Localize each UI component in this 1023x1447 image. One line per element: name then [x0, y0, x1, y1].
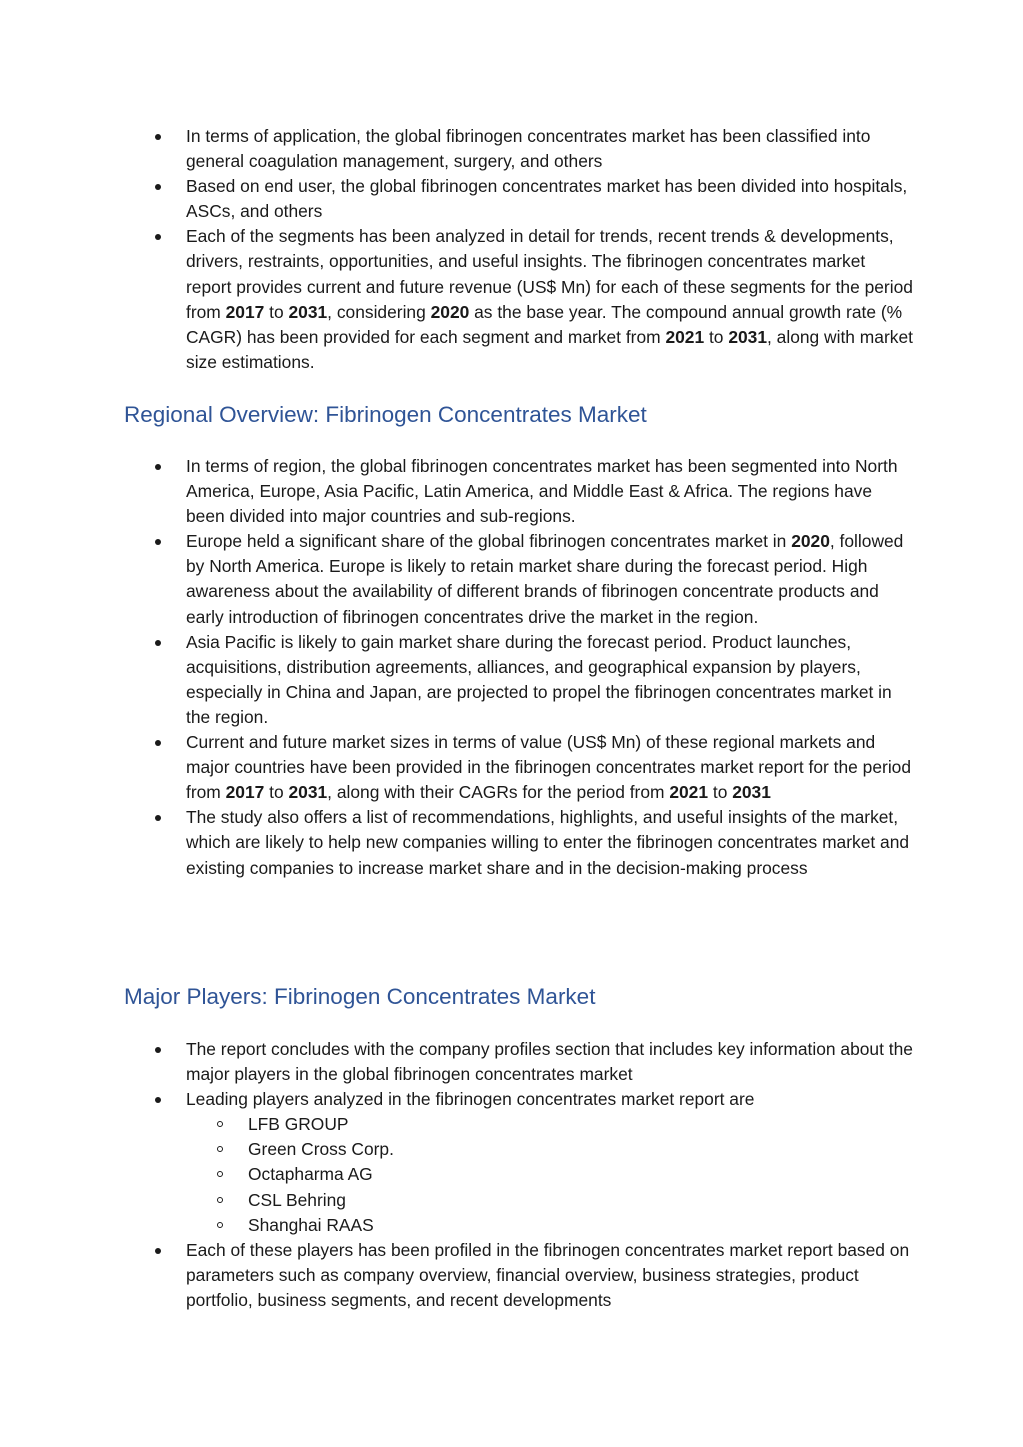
player-item: LFB GROUP	[124, 1112, 914, 1137]
bullet-icon	[155, 815, 161, 821]
player-item: Green Cross Corp.	[124, 1137, 914, 1162]
cagr-start-year: 2021	[669, 782, 709, 803]
list-item: Leading players analyzed in the fibrinogen concentrates market report are LFB GROUP Green Cross Corp. Octapharma AG CSL Behring Shanghai RAAS	[124, 1087, 914, 1238]
list-item: The report concludes with the company profiles section that includes key information about the major players in the global fibrinogen concentrates market	[124, 1037, 914, 1087]
segment-bullet-list	[124, 124, 914, 375]
bullet-icon	[155, 640, 161, 646]
list-item: Each of the segments has been analyzed in detail for trends, recent trends & developments, drivers, restraints, opportunities, and useful insights. The fibrinogen concentrates market report provides current and future revenue (US$ Mn) for each of these segments for the period from 2017 to 2031, considering 2020 as the base year. The compound annual growth rate (% CAGR) has been provided for each segment and market from 2021 to 2031, along with market size estimations.	[124, 224, 914, 375]
bullet-icon	[155, 1248, 161, 1254]
bullet-icon	[155, 234, 161, 240]
list-item: In terms of region, the global fibrinogen concentrates market has been segmented into North America, Europe, Asia Pacific, Latin America, and Middle East & Africa. The regions have been divided into major countries and sub-regions.	[124, 454, 914, 529]
bullet-icon	[155, 740, 161, 746]
players-section	[124, 1037, 914, 1313]
bullet-icon	[155, 464, 161, 470]
year-end: 2031	[288, 782, 328, 803]
player-item: Octapharma AG	[124, 1162, 914, 1187]
bullet-icon	[155, 134, 161, 140]
list-item: In terms of application, the global fibrinogen concentrates market has been classified into general coagulation management, surgery, and others	[124, 124, 914, 174]
circle-bullet-icon	[217, 1222, 223, 1228]
bullet-icon	[155, 1097, 161, 1103]
list-item: Asia Pacific is likely to gain market share during the forecast period. Product launches, acquisitions, distribution agreements, alliances, and geographical expansion by players, especially in China and Japan, are projected to propel the fibrinogen concentrates market in the region.	[124, 630, 914, 730]
cagr-end-year: 2031	[728, 326, 767, 347]
circle-bullet-icon	[217, 1197, 223, 1203]
year-start: 2017	[225, 301, 265, 322]
list-item: The study also offers a list of recommendations, highlights, and useful insights of the market, which are likely to help new companies willing to enter the fibrinogen concentrates market and existing companies to increase market share and in the decision-making process	[124, 805, 914, 880]
regional-overview-heading: Regional Overview: Fibrinogen Concentrates Market	[124, 402, 647, 427]
list-item: Based on end user, the global fibrinogen concentrates market has been divided into hospitals, ASCs, and others	[124, 174, 914, 224]
regional-bullet-list	[124, 454, 914, 881]
base-year: 2020	[430, 301, 470, 322]
regional-section	[124, 454, 914, 881]
list-item: Europe held a significant share of the global fibrinogen concentrates market in 2020, followed by North America. Europe is likely to retain market share during the forecast period. High awareness about the availability of different brands of fibrinogen concentrate products and early introduction of fibrinogen concentrates drive the market in the region.	[124, 529, 914, 629]
list-item: Each of these players has been profiled in the fibrinogen concentrates market report based on parameters such as company overview, financial overview, business strategies, product portfolio, business segments, and recent developments	[124, 1238, 914, 1313]
bullet-icon	[155, 1047, 161, 1053]
cagr-end-year: 2031	[732, 782, 771, 803]
players-bullet-list	[124, 1037, 914, 1313]
circle-bullet-icon	[217, 1121, 223, 1127]
share-year: 2020	[791, 531, 830, 552]
player-item: CSL Behring	[124, 1188, 914, 1213]
players-sublist	[186, 1112, 914, 1237]
bullet-icon	[155, 184, 161, 190]
major-players-heading: Major Players: Fibrinogen Concentrates Market	[124, 984, 596, 1009]
bullet-icon	[155, 539, 161, 545]
player-item: Shanghai RAAS	[124, 1213, 914, 1238]
year-start: 2017	[225, 782, 265, 803]
circle-bullet-icon	[217, 1146, 223, 1152]
segment-section	[124, 124, 914, 375]
cagr-start-year: 2021	[665, 326, 705, 347]
year-end: 2031	[288, 301, 328, 322]
list-item: Current and future market sizes in terms of value (US$ Mn) of these regional markets and major countries have been provided in the fibrinogen concentrates market report for the period from 2017 to 2031, along with their CAGRs for the period from 2021 to 2031	[124, 730, 914, 805]
circle-bullet-icon	[217, 1171, 223, 1177]
